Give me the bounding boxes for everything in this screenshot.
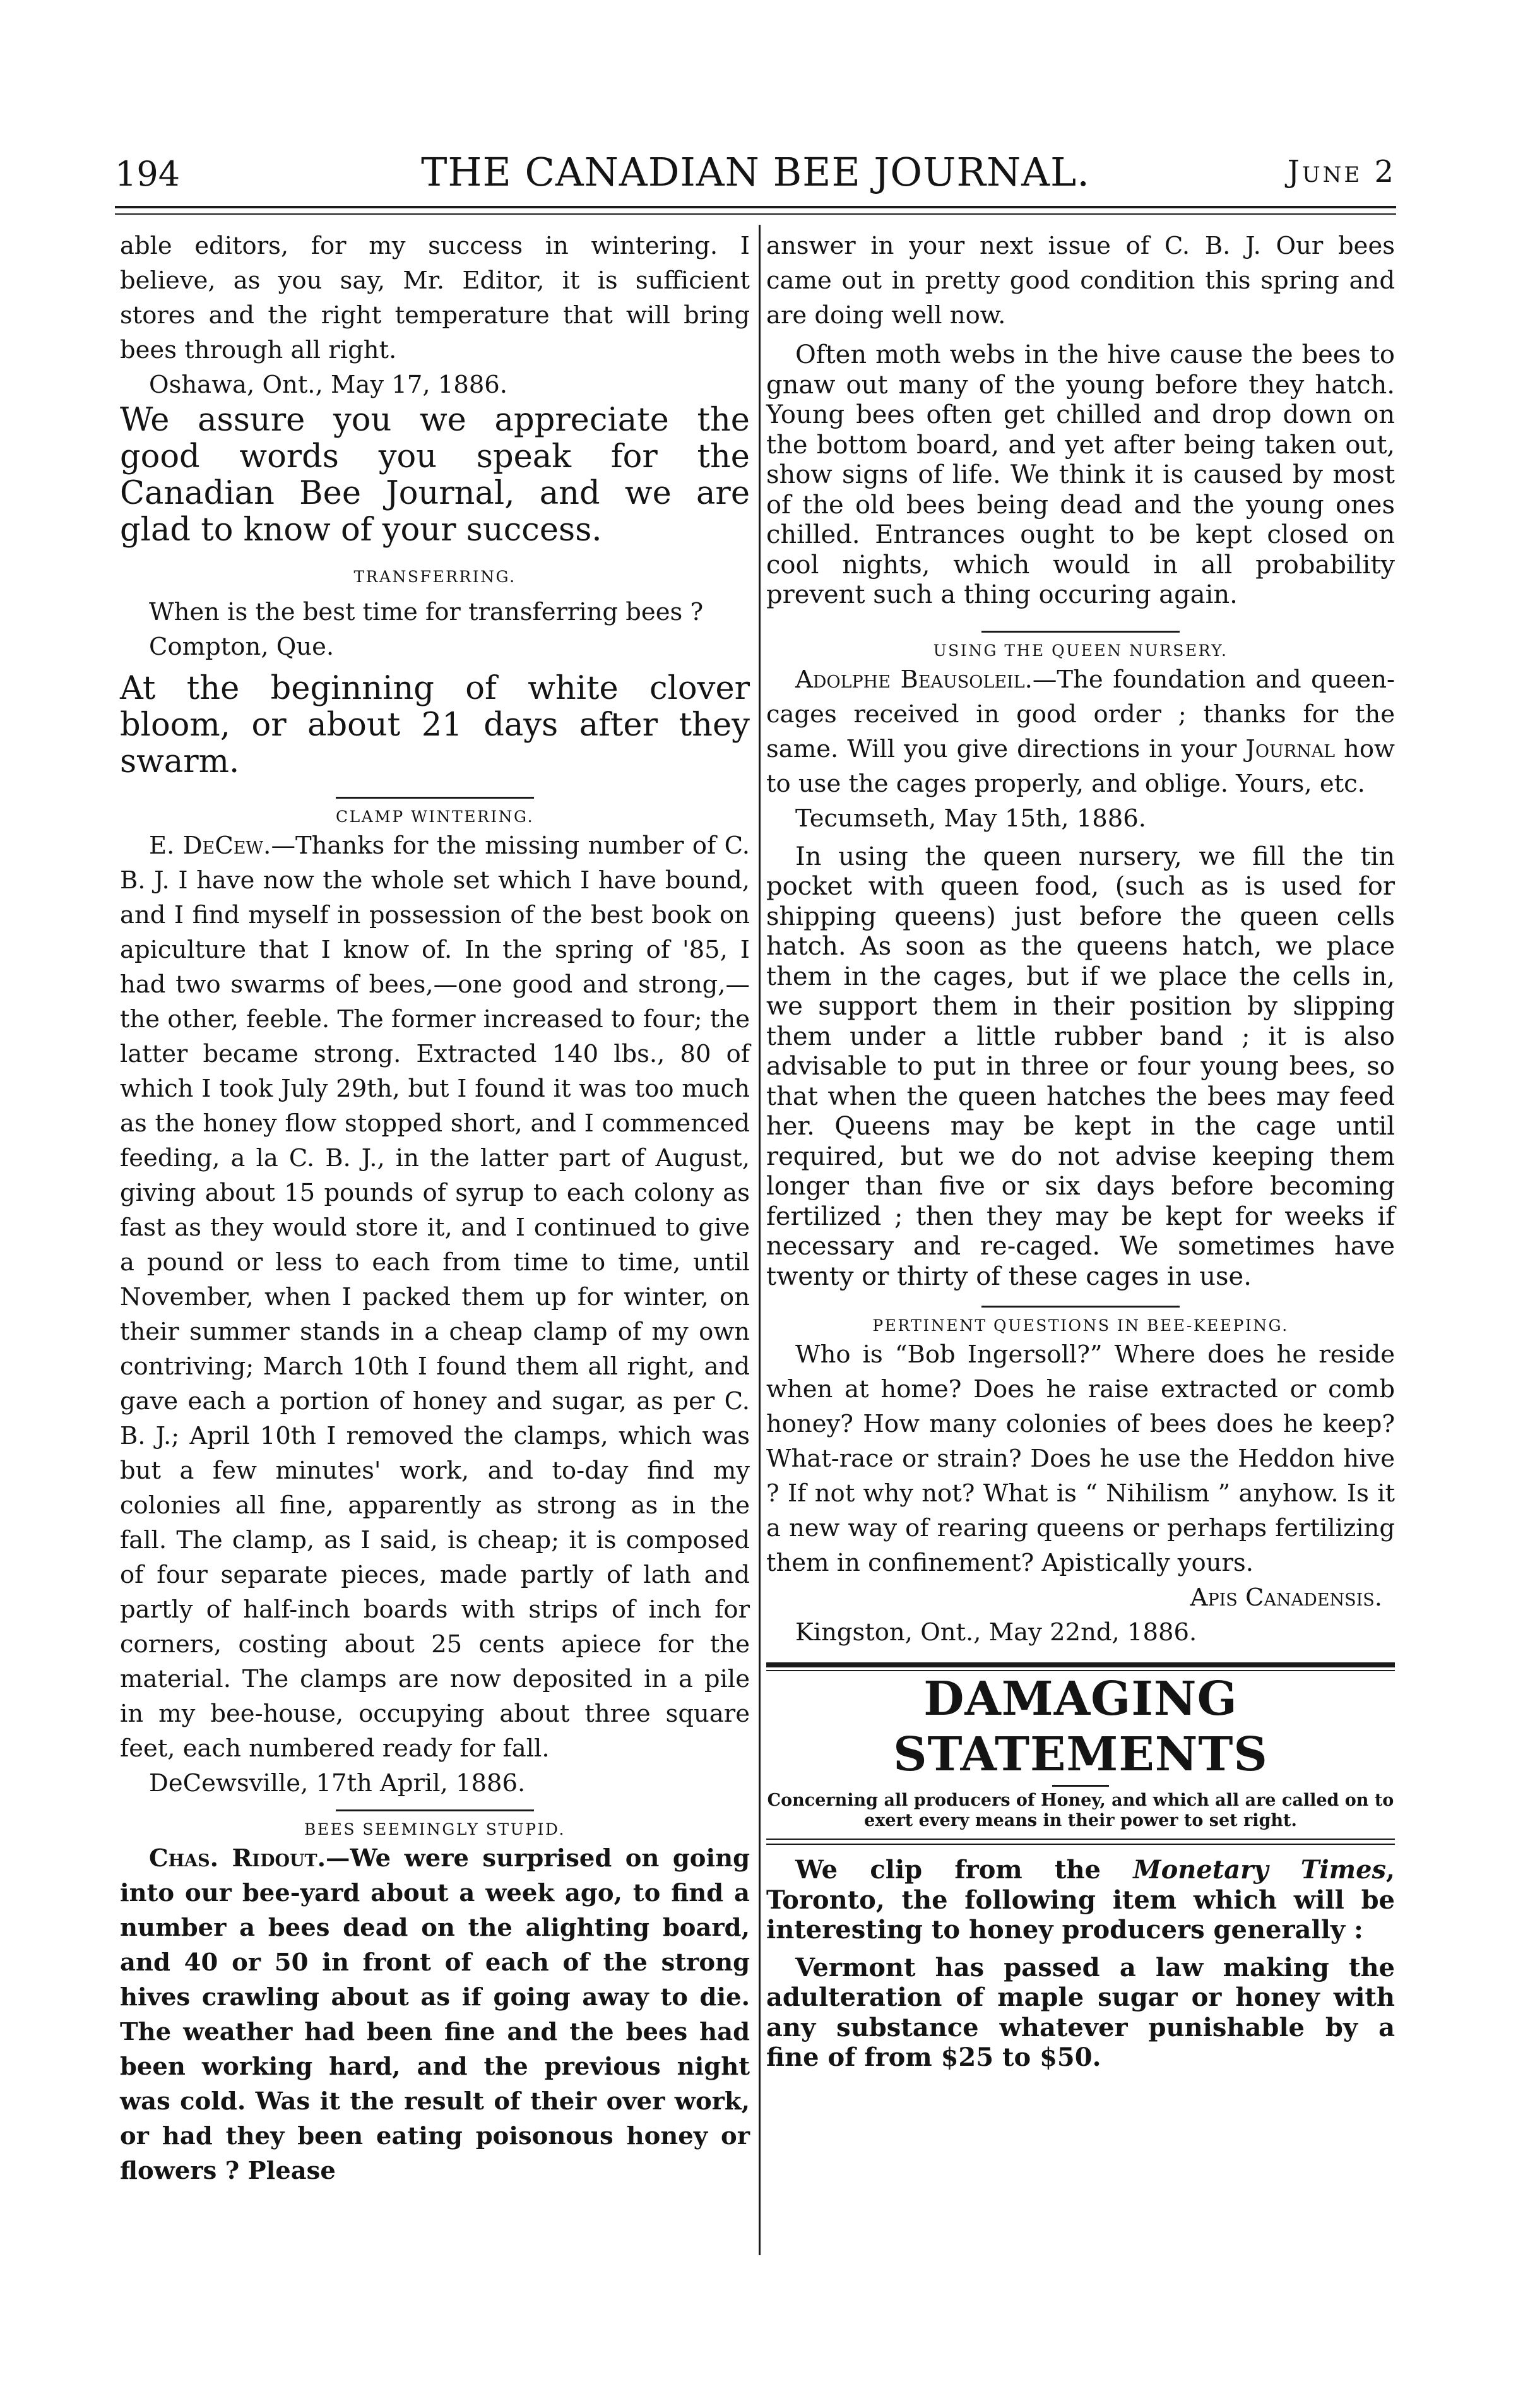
letter-closing: able editors, for my success in wintering. I believe, as you say, Mr. Editor, it is sufficient stores and the right temperature that will bring bees through all right. xyxy=(120,232,750,364)
damaging-rule-top xyxy=(766,1662,1395,1667)
heading-pertinent-questions: PERTINENT QUESTIONS IN BEE-KEEPING. xyxy=(872,1316,1289,1335)
editor-reply-oshawa: We assure you we appreciate the good words you speak for the Canadian Bee Journal, and we are glad to know of your success. xyxy=(120,402,750,549)
editor-reply-compton: At the beginning of white clover bloom, or about 21 days after they swarm. xyxy=(120,670,750,780)
column-divider xyxy=(759,225,761,2255)
heading-bees-stupid: BEES SEEMINGLY STUPID. xyxy=(304,1820,566,1839)
letter-continued: answer in your next issue of C. B. J. Our bees came out in pretty good condition this spring and are doing well now. xyxy=(766,232,1395,330)
heading-transferring: TRANSFERRING. xyxy=(353,568,516,586)
header-rule-thin xyxy=(115,213,1396,215)
letter-bees-stupid xyxy=(120,1841,750,2188)
vermont-item: Vermont has passed a law making the adulteration of maple sugar or honey with any substance whatever punishable by a fine of from $25 to $50. xyxy=(766,1952,1395,2072)
letter-pertinent-questions: Who is “Bob Ingersoll?” Where does he reside when at home? Does he raise extracted or comb honey? How many colonies of bees does he keep? What-race or strain? Does he use the Heddon hive ? If not why not? What is “ Nihilism ” anyhow. Is it a new way of rearing queens or perhaps fertilizing them in confinement? Apistically yours. xyxy=(766,1340,1395,1577)
question-transferring: When is the best time for transferring bees ? xyxy=(149,598,704,626)
right-column xyxy=(766,229,1395,2073)
page-number: 194 xyxy=(115,154,181,194)
author-decew: E. DeCew. xyxy=(149,831,271,860)
title-rule xyxy=(1052,1785,1109,1787)
nursery-body-a: —The foundation and queen-cages received in good order ; thanks for the same. Will you give directions in your xyxy=(766,665,1395,763)
dateline-tecumseth: Tecumseth, May 15th, 1886. xyxy=(795,804,1146,833)
page-header xyxy=(115,149,1396,200)
author-beausoleil: Adolphe Beausoleil. xyxy=(795,665,1033,694)
journal-word: Journal xyxy=(1245,734,1336,763)
letter-clamp-wintering xyxy=(120,828,750,1766)
heading-clamp-wintering: CLAMP WINTERING. xyxy=(335,808,535,826)
heading-queen-nursery: USING THE QUEEN NURSERY. xyxy=(933,641,1228,660)
dateline-compton: Compton, Que. xyxy=(149,633,335,661)
editor-reply-ridout: Often moth webs in the hive cause the bees to gnaw out many of the young before they hatch. Young bees often get chilled and drop down on the bottom board, and yet after being taken out, show signs of life. We think it is caused by most of the old bees being dead and the young ones chilled. Entrances ought to be kept closed on cool nights, which would in all probability prevent such a thing occuring again. xyxy=(766,340,1395,609)
journal-title: THE CANADIAN BEE JOURNAL. xyxy=(421,149,1090,195)
header-rule xyxy=(115,206,1396,208)
dateline-oshawa: Oshawa, Ont., May 17, 1886. xyxy=(149,371,508,399)
editor-reply-nursery: In using the queen nursery, we fill the tin pocket with queen food, (such as is used for shipping queens) just before the queen cells hatch. As soon as the queens hatch, we place them in the cages, but if we place the cells in, we support them in their position by slipping them under a little rubber band ; it is also advisable to put in three or four young bees, so that when the queen hatches the bees may feed her. Queens may be kept in the cage until required, but we do not advise keeping them longer than five or six days before becoming fertilized ; then they may be kept for weeks if necessary and re-caged. We sometimes have twenty or thirty of these cages in use. xyxy=(766,842,1395,1291)
clip-a: We clip from the xyxy=(795,1855,1134,1885)
source-monetary-times: Monetary Times xyxy=(1133,1855,1387,1885)
issue-date: June 2 xyxy=(1287,154,1396,189)
clip-b: , Toronto, the following item which will be interesting to honey producers generally : xyxy=(766,1855,1395,1945)
nursery-body-b: how to use the cages properly, and oblige. Yours, etc. xyxy=(766,734,1395,798)
dateline-kingston: Kingston, Ont., May 22nd, 1886. xyxy=(795,1618,1197,1647)
stupid-body: —We were surprised on going into our bee-yard about a week ago, to find a number a bees dead on the alighting board, and 40 or 50 in front of each of the strong hives crawling about as if going away to die. The weather had been fine and the bees had been working hard, and the previous night was cold. Was it the result of their over work, or had they been eating poisonous honey or flowers ? Please xyxy=(120,1844,750,2185)
damaging-statements-subtitle: Concerning all producers of Honey, and which all are called on to exert every means in their power to set right. xyxy=(767,1791,1394,1830)
damaging-statements-title: DAMAGING STATEMENTS xyxy=(893,1672,1268,1782)
letter-queen-nursery xyxy=(766,662,1395,801)
clip-intro xyxy=(766,1855,1395,1945)
signature-apis: Apis Canadensis. xyxy=(1190,1583,1382,1612)
author-ridout: Chas. Ridout. xyxy=(149,1844,326,1873)
left-column xyxy=(120,229,750,2188)
clamp-body: —Thanks for the missing number of C. B. J. I have now the whole set which I have bound, and I find myself in possession of the best book on apiculture that I know of. In the spring of '85, I had two swarms of bees,—one good and strong,—the other, feeble. The former increased to four; the latter became strong. Extracted 140 lbs., 80 of which I took July 29th, but I found it was too much as the honey flow stopped short, and I commenced feeding, a la C. B. J., in the latter part of August, giving about 15 pounds of syrup to each colony as fast as they would store it, and I continued to give a pound or less to each from time to time, until November, when I packed them up for winter, on their summer stands in a cheap clamp of my own contriving; March 10th I found them all right, and gave each a portion of honey and sugar, as per C. B. J.; April 10th I removed the clamps, which was but a few minutes' work, and to-day find my colonies all fine, apparently as strong as in the fall. The clamp, as I said, is cheap; it is composed of four separate pieces, made partly of lath and partly of half-inch boards with strips of inch for corners, costing about 25 cents apiece for the material. The clamps are now deposited in a pile in my bee-house, occupying about three square feet, each numbered ready for fall. xyxy=(120,831,750,1763)
dateline-decewsville: DeCewsville, 17th April, 1886. xyxy=(149,1769,526,1797)
